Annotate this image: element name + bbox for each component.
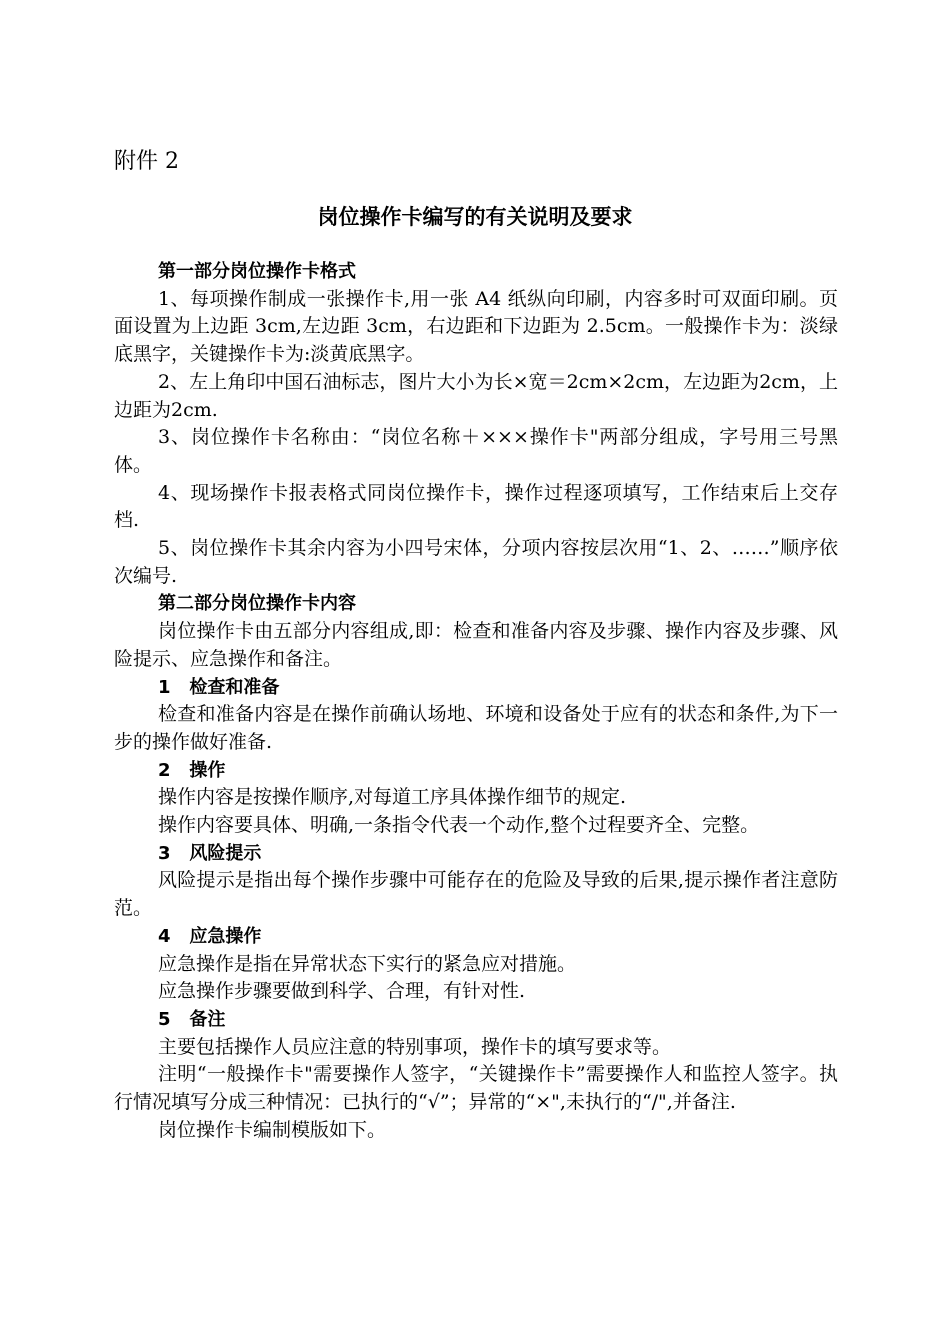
part1-item-4: 4、现场操作卡报表格式同岗位操作卡，操作过程逐项填写，工作结束后上交存档. xyxy=(114,481,838,532)
section-check-paragraph: 检查和准备内容是在操作前确认场地、环境和设备处于应有的状态和条件,为下一步的操作做好准备. xyxy=(114,703,838,753)
part1-item-3: 3、岗位操作卡名称由：“岗位名称＋×××操作卡"两部分组成，字号用三号黑体。 xyxy=(114,426,838,476)
section-number: 4 xyxy=(158,925,171,947)
section-remarks-paragraph-3: 岗位操作卡编制模版如下。 xyxy=(158,1118,387,1141)
section-risk-paragraph: 风险提示是指出每个操作步骤中可能存在的危险及导致的后果,提示操作者注意防范。 xyxy=(114,869,838,920)
section-heading-emergency xyxy=(114,923,838,951)
section-title: 应急操作 xyxy=(189,925,262,947)
part1-heading: 第一部分岗位操作卡格式 xyxy=(158,261,356,282)
section-remarks-paragraph-1: 主要包括操作人员应注意的特别事项，操作卡的填写要求等。 xyxy=(158,1035,672,1058)
part1-item-5: 5、岗位操作卡其余内容为小四号宋体，分项内容按层次用“1、2、……”顺序依次编号. xyxy=(114,537,838,587)
section-heading-remarks xyxy=(114,1006,838,1034)
section-remarks-paragraph-2: 注明“一般操作卡"需要操作人签字，“关键操作卡”需要操作人和监控人签字。执行情况填写分成三种情况：已执行的“√”；异常的“×",未执行的“/",并备注. xyxy=(114,1063,838,1114)
section-emergency-paragraph-1: 应急操作是指在异常状态下实行的紧急应对措施。 xyxy=(158,952,577,975)
part1-item-2: 2、左上角印中国石油标志，图片大小为长×宽＝2cm×2cm，左边距为2cm，上边距为2cm. xyxy=(114,370,838,421)
section-number: 3 xyxy=(158,842,171,864)
section-heading-operation xyxy=(114,757,838,785)
section-number: 1 xyxy=(158,676,171,698)
document-title: 岗位操作卡编写的有关说明及要求 xyxy=(317,205,633,229)
section-heading-check xyxy=(114,674,838,702)
section-number: 5 xyxy=(158,1008,171,1030)
part2-heading: 第二部分岗位操作卡内容 xyxy=(158,593,356,615)
part1-item-1: 1、每项操作制成一张操作卡,用一张 A4 纸纵向印刷，内容多时可双面印刷。页面设置为上边距 3cm,左边距 3cm，右边距和下边距为 2.5cm。一般操作卡为：淡绿底黑字，关键操作卡为:淡黄底黑字。 xyxy=(114,287,838,366)
section-operation-paragraph-2: 操作内容要具体、明确,一条指令代表一个动作,整个过程要齐全、完整。 xyxy=(158,814,760,837)
attachment-label: 附件 2 xyxy=(114,149,179,174)
document-body xyxy=(114,258,838,1145)
part2-intro: 岗位操作卡由五部分内容组成,即：检查和准备内容及步骤、操作内容及步骤、风险提示、应急操作和备注。 xyxy=(114,620,838,670)
section-number: 2 xyxy=(158,759,171,781)
section-heading-risk xyxy=(114,840,838,868)
section-operation-paragraph-1: 操作内容是按操作顺序,对每道工序具体操作细节的规定. xyxy=(158,786,627,809)
section-title: 检查和准备 xyxy=(189,676,280,698)
section-title: 备注 xyxy=(189,1008,226,1030)
section-title: 操作 xyxy=(189,759,226,781)
section-title: 风险提示 xyxy=(189,842,262,864)
section-emergency-paragraph-2: 应急操作步骤要做到科学、合理，有针对性. xyxy=(158,980,526,1003)
